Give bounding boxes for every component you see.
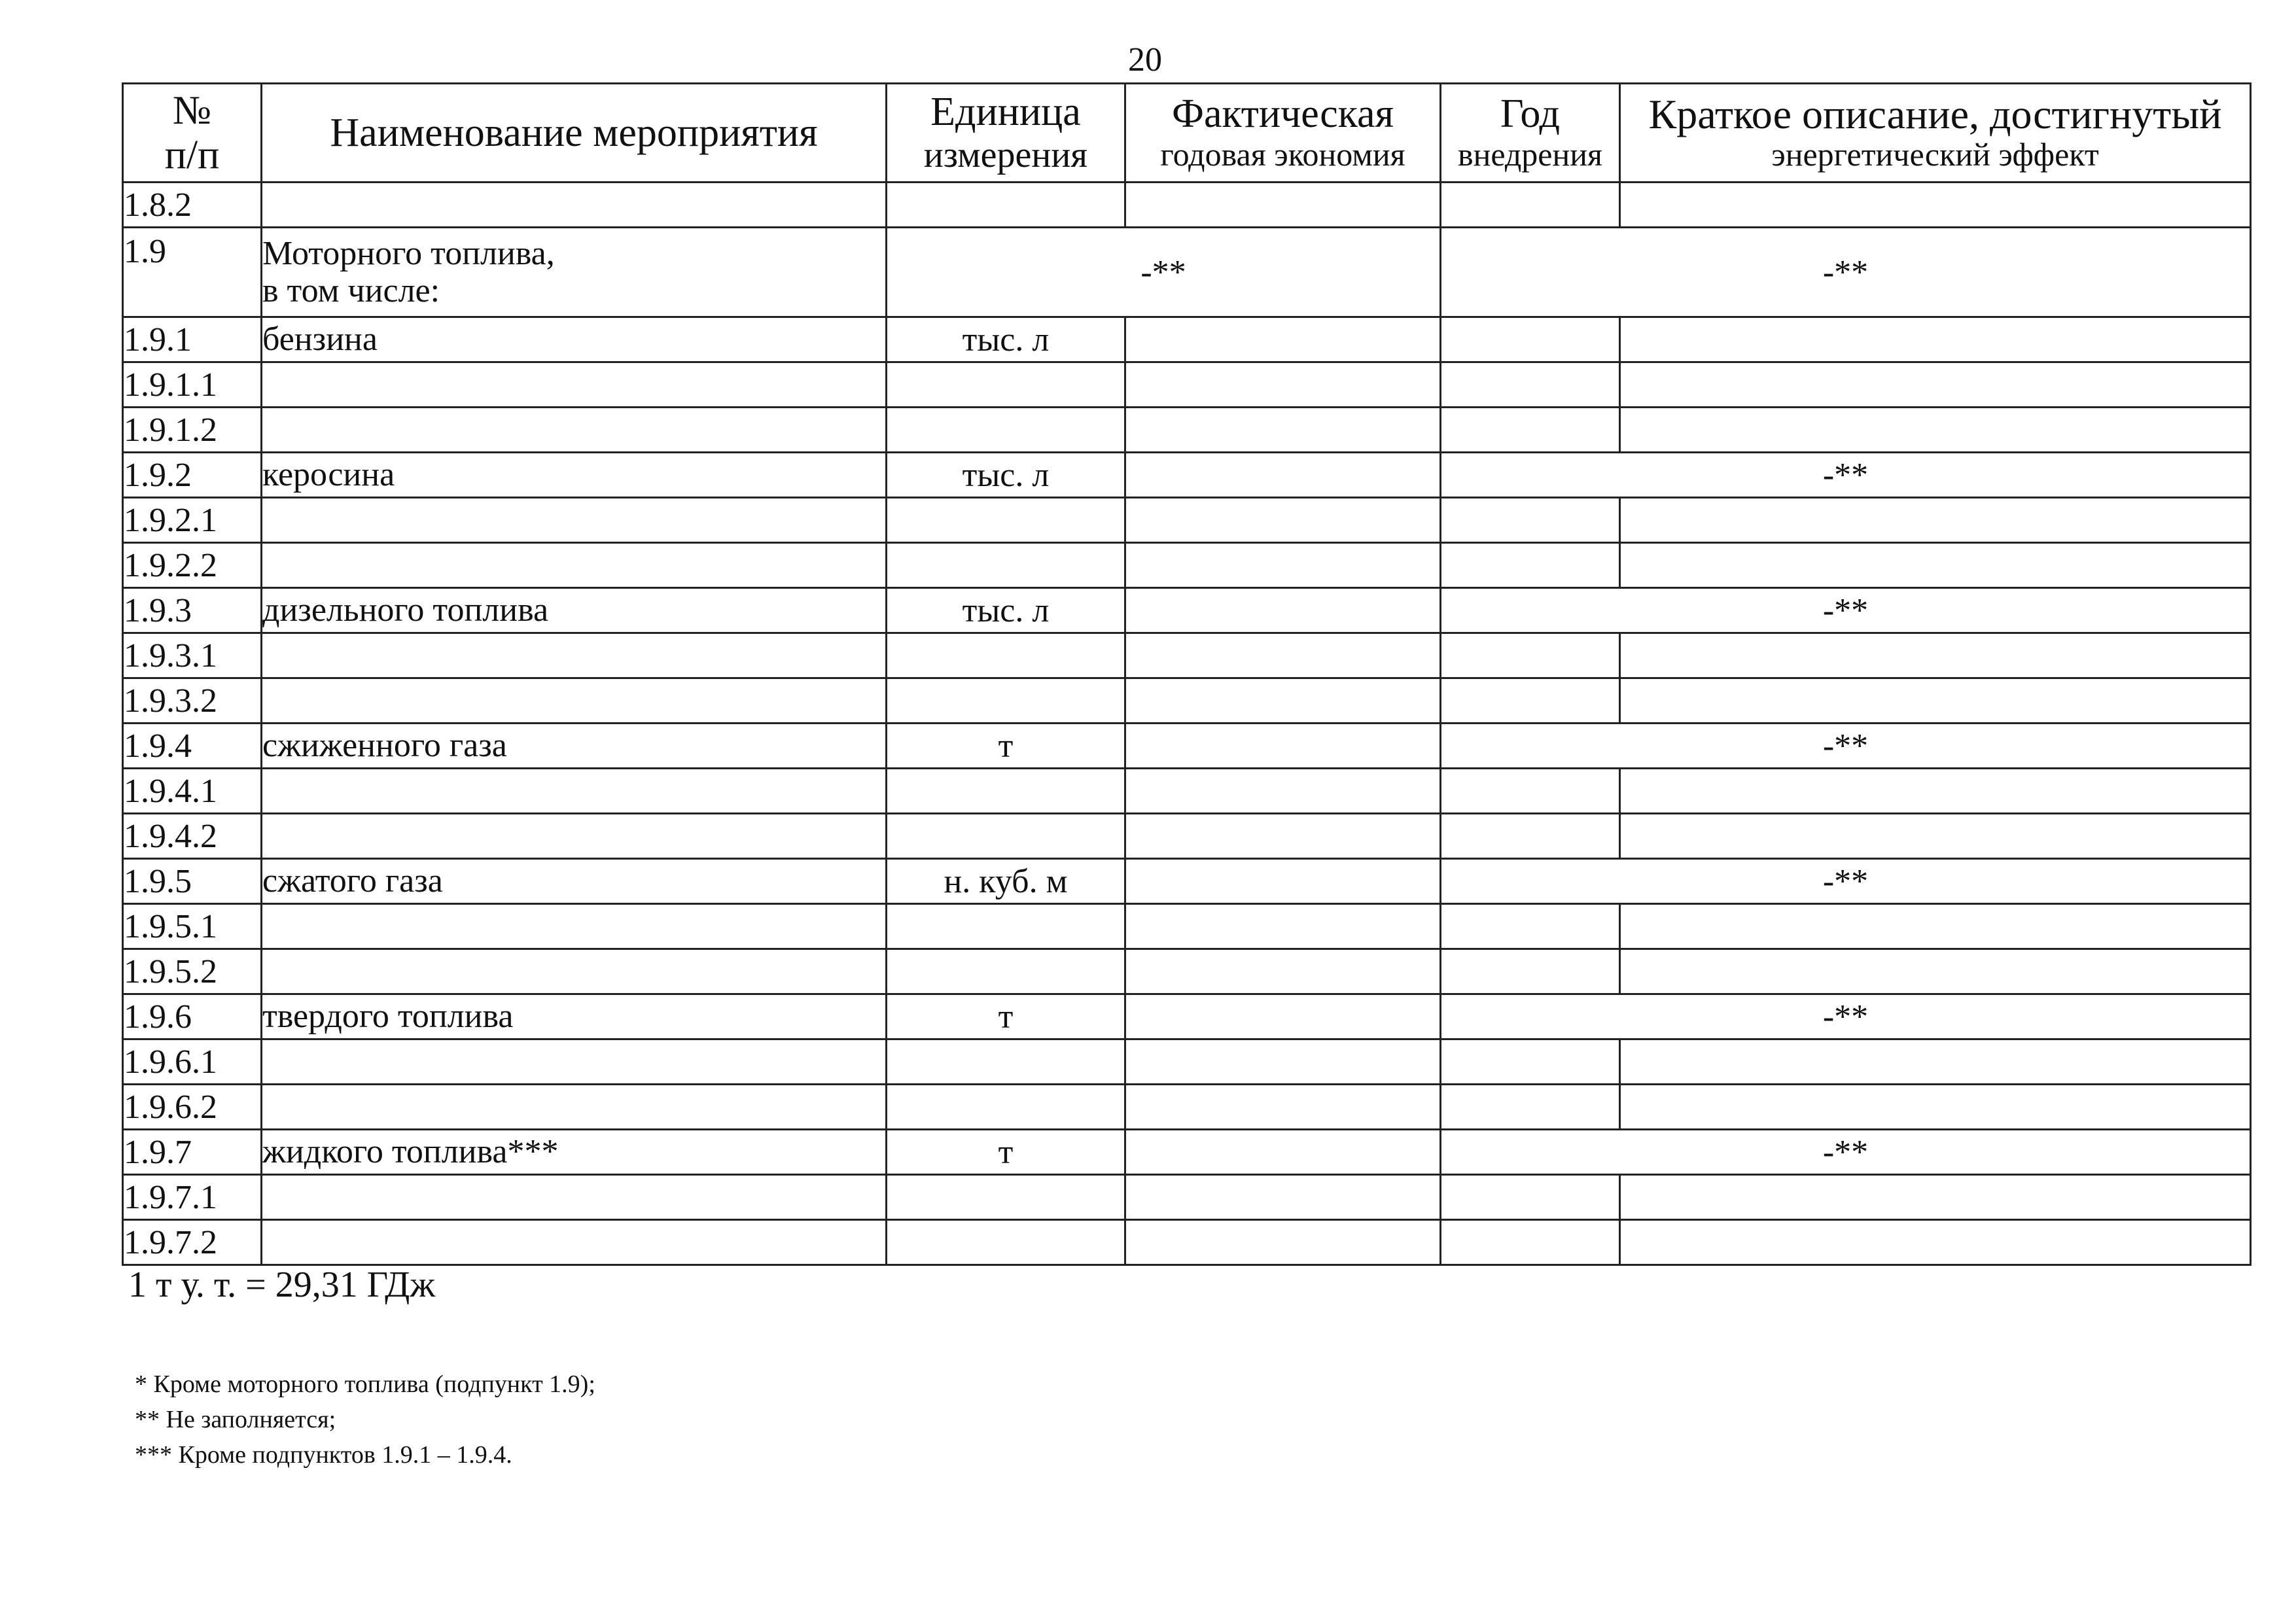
cell-empty <box>1620 904 2251 949</box>
cell-empty <box>887 362 1125 408</box>
header-number-symbol: № <box>172 88 212 133</box>
row-unit: т <box>887 994 1125 1039</box>
cell-empty <box>262 408 887 453</box>
table-row <box>123 724 2251 769</box>
table-header-row <box>123 84 2251 183</box>
cell-empty <box>1441 904 1620 949</box>
table-row <box>123 1175 2251 1220</box>
cell-empty <box>887 769 1125 814</box>
cell-empty <box>1620 769 2251 814</box>
header-name <box>262 84 887 183</box>
cell-empty <box>887 408 1125 453</box>
row-number: 1.9.1.2 <box>123 408 262 453</box>
cell-empty <box>1125 1175 1441 1220</box>
row-number: 1.9.3 <box>123 588 262 633</box>
row-saving <box>1125 1130 1441 1175</box>
row-year <box>1441 317 1620 362</box>
cell-empty <box>887 678 1125 724</box>
row-number: 1.9 <box>123 228 262 317</box>
row-number: 1.9.2.2 <box>123 543 262 588</box>
cell-empty <box>262 1220 887 1265</box>
cell-empty <box>1125 362 1441 408</box>
unit-conversion-note: 1 т у. т. = 29,31 ГДж <box>128 1265 436 1305</box>
row-saving <box>1125 317 1441 362</box>
row-description-dash: -** <box>1441 228 2251 317</box>
row-name: сжиженного газа <box>262 724 887 769</box>
page-number: 20 <box>1128 41 1162 79</box>
header-year <box>1441 84 1620 183</box>
row-number: 1.9.5.2 <box>123 949 262 994</box>
cell-empty <box>1441 633 1620 678</box>
cell-empty <box>887 814 1125 859</box>
cell-empty <box>1441 498 1620 543</box>
header-unit <box>887 84 1125 183</box>
cell-empty <box>1125 408 1441 453</box>
table-row <box>123 859 2251 904</box>
cell-empty <box>1441 949 1620 994</box>
header-number <box>123 84 262 183</box>
cell-empty <box>262 633 887 678</box>
row-number: 1.9.4.2 <box>123 814 262 859</box>
header-unit-label: Единица <box>930 89 1081 134</box>
cell-empty <box>262 362 887 408</box>
cell-empty <box>1441 1175 1620 1220</box>
table-row <box>123 317 2251 362</box>
row-unit: тыс. л <box>887 453 1125 498</box>
row-name: жидкого топлива*** <box>262 1130 887 1175</box>
header-year-label: Год <box>1500 92 1561 137</box>
cell-empty <box>262 814 887 859</box>
row-description-dash: -** <box>1441 588 2251 633</box>
cell-empty <box>887 949 1125 994</box>
cell-empty <box>1441 769 1620 814</box>
row-description-dash: -** <box>1441 859 2251 904</box>
row-unit: тыс. л <box>887 588 1125 633</box>
table-row <box>123 498 2251 543</box>
cell-empty <box>887 498 1125 543</box>
row-number: 1.9.4.1 <box>123 769 262 814</box>
header-description-sub: энергетический эффект <box>1771 135 2099 173</box>
cell-empty <box>887 633 1125 678</box>
cell-empty <box>1620 1220 2251 1265</box>
cell-empty <box>262 1085 887 1130</box>
cell-empty <box>1125 769 1441 814</box>
cell-empty <box>262 949 887 994</box>
row-unit: тыс. л <box>887 317 1125 362</box>
row-name: сжатого газа <box>262 859 887 904</box>
footnotes <box>135 1367 595 1473</box>
header-year-sub: внедрения <box>1457 136 1603 173</box>
cell-empty <box>262 183 887 228</box>
header-description <box>1620 84 2251 183</box>
row-saving-dash: -** <box>887 228 1441 317</box>
row-number: 1.9.1.1 <box>123 362 262 408</box>
table-row <box>123 1039 2251 1085</box>
table-row-1-8-2 <box>123 183 2251 228</box>
cell-empty <box>262 1175 887 1220</box>
cell-empty <box>1125 814 1441 859</box>
cell-empty <box>887 1220 1125 1265</box>
cell-empty <box>887 1175 1125 1220</box>
table-row <box>123 543 2251 588</box>
table-row <box>123 1220 2251 1265</box>
cell-empty <box>1125 904 1441 949</box>
cell-empty <box>1620 1085 2251 1130</box>
cell-empty <box>887 1085 1125 1130</box>
table-row <box>123 633 2251 678</box>
cell-empty <box>887 183 1125 228</box>
row-name: дизельного топлива <box>262 588 887 633</box>
cell-empty <box>1620 408 2251 453</box>
cell-empty <box>1125 498 1441 543</box>
energy-measures-table <box>122 82 2252 1266</box>
row-unit: т <box>887 724 1125 769</box>
row-name-line-1: Моторного топлива, <box>262 234 555 272</box>
row-description <box>1620 317 2251 362</box>
cell-empty <box>1441 362 1620 408</box>
row-number: 1.9.4 <box>123 724 262 769</box>
cell-empty <box>262 498 887 543</box>
cell-empty <box>1441 1039 1620 1085</box>
cell-empty <box>1441 678 1620 724</box>
cell-empty <box>1620 1175 2251 1220</box>
cell-empty <box>1125 1085 1441 1130</box>
row-number: 1.9.7.1 <box>123 1175 262 1220</box>
row-saving <box>1125 588 1441 633</box>
row-description-dash: -** <box>1441 1130 2251 1175</box>
table-row <box>123 1085 2251 1130</box>
cell-empty <box>262 904 887 949</box>
row-name-motor-fuel <box>262 228 887 317</box>
cell-empty <box>1620 183 2251 228</box>
row-name: твердого топлива <box>262 994 887 1039</box>
cell-empty <box>887 904 1125 949</box>
cell-empty <box>1125 183 1441 228</box>
row-number: 1.9.1 <box>123 317 262 362</box>
cell-empty <box>1620 498 2251 543</box>
footnote-1: * Кроме моторного топлива (подпункт 1.9); <box>135 1370 595 1398</box>
row-number: 1.9.7 <box>123 1130 262 1175</box>
row-number: 1.9.6 <box>123 994 262 1039</box>
cell-empty <box>262 678 887 724</box>
table-row <box>123 949 2251 994</box>
cell-empty <box>1620 543 2251 588</box>
cell-empty <box>1620 362 2251 408</box>
cell-empty <box>1125 949 1441 994</box>
cell-empty <box>262 769 887 814</box>
cell-empty <box>1441 183 1620 228</box>
cell-empty <box>887 543 1125 588</box>
header-saving <box>1125 84 1441 183</box>
table-row <box>123 588 2251 633</box>
cell-empty <box>1620 1039 2251 1085</box>
row-number: 1.9.6.2 <box>123 1085 262 1130</box>
cell-empty <box>1125 633 1441 678</box>
row-number: 1.9.3.2 <box>123 678 262 724</box>
row-saving <box>1125 724 1441 769</box>
table-row <box>123 678 2251 724</box>
table-row <box>123 408 2251 453</box>
cell-empty <box>1441 543 1620 588</box>
table-row <box>123 904 2251 949</box>
cell-empty <box>1125 1220 1441 1265</box>
table-row <box>123 1130 2251 1175</box>
row-number: 1.9.5.1 <box>123 904 262 949</box>
table-row <box>123 769 2251 814</box>
row-name-line-2: в том числе: <box>262 272 440 309</box>
footnote-2: ** Не заполняется; <box>135 1405 336 1433</box>
row-number: 1.9.6.1 <box>123 1039 262 1085</box>
cell-empty <box>1620 949 2251 994</box>
cell-empty <box>1441 1085 1620 1130</box>
cell-empty <box>262 1039 887 1085</box>
table-row <box>123 362 2251 408</box>
row-unit: т <box>887 1130 1125 1175</box>
table-row <box>123 453 2251 498</box>
row-unit: н. куб. м <box>887 859 1125 904</box>
row-number: 1.9.2.1 <box>123 498 262 543</box>
cell-empty <box>1441 814 1620 859</box>
row-description-dash: -** <box>1441 724 2251 769</box>
table-row-1-9 <box>123 228 2251 317</box>
header-name-label: Наименование мероприятия <box>330 110 818 155</box>
row-saving <box>1125 994 1441 1039</box>
row-number: 1.9.7.2 <box>123 1220 262 1265</box>
table-row <box>123 994 2251 1039</box>
cell-empty <box>1125 678 1441 724</box>
cell-empty <box>1125 543 1441 588</box>
cell-empty <box>1620 633 2251 678</box>
header-unit-sub: измерения <box>923 134 1088 175</box>
header-saving-label: Фактическая <box>1171 92 1394 137</box>
row-number: 1.8.2 <box>123 183 262 228</box>
row-description-dash: -** <box>1441 994 2251 1039</box>
row-description-dash: -** <box>1441 453 2251 498</box>
row-name: керосина <box>262 453 887 498</box>
cell-empty <box>1620 678 2251 724</box>
table-row <box>123 814 2251 859</box>
row-number: 1.9.3.1 <box>123 633 262 678</box>
cell-empty <box>1441 1220 1620 1265</box>
header-saving-sub: годовая экономия <box>1160 136 1405 173</box>
cell-empty <box>1125 1039 1441 1085</box>
row-saving <box>1125 859 1441 904</box>
header-description-label: Краткое описание, достигнутый <box>1648 90 2222 137</box>
cell-empty <box>262 543 887 588</box>
row-number: 1.9.5 <box>123 859 262 904</box>
row-number: 1.9.2 <box>123 453 262 498</box>
row-name: бензина <box>262 317 887 362</box>
footnote-3: *** Кроме подпунктов 1.9.1 – 1.9.4. <box>135 1440 512 1469</box>
row-saving <box>1125 453 1441 498</box>
header-number-sub: п/п <box>164 133 220 177</box>
cell-empty <box>887 1039 1125 1085</box>
cell-empty <box>1441 408 1620 453</box>
cell-empty <box>1620 814 2251 859</box>
